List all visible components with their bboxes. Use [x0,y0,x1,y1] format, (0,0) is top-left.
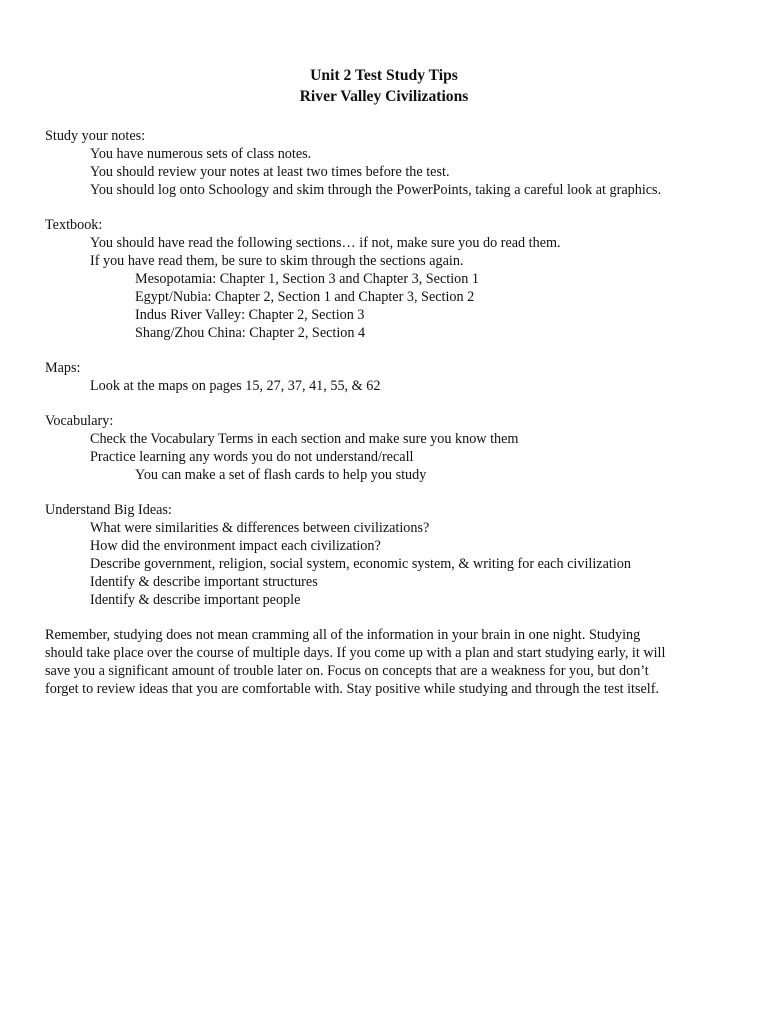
closing-line: Remember, studying does not mean cramming all of the information in your brain in one night. Studying [45,627,641,643]
textbook-heading: Textbook: [45,217,103,233]
big-ideas-item: How did the environment impact each civilization? [90,538,381,554]
closing-line: forget to review ideas that you are comfortable with. Stay positive while studying and through the test itself. [45,681,659,697]
maps-item: Look at the maps on pages 15, 27, 37, 41, 55, & 62 [90,378,381,394]
notes-item: You have numerous sets of class notes. [90,146,312,162]
vocabulary-item: Practice learning any words you do not understand/recall [90,449,414,465]
textbook-subitem: Shang/Zhou China: Chapter 2, Section 4 [135,325,366,341]
notes-item: You should review your notes at least two times before the test. [90,164,450,180]
textbook-item: You should have read the following sections… if not, make sure you do read them. [90,235,561,251]
big-ideas-item: Identify & describe important structures [90,574,318,590]
textbook-item: If you have read them, be sure to skim through the sections again. [90,253,464,269]
textbook-subitem: Mesopotamia: Chapter 1, Section 3 and Chapter 3, Section 1 [135,271,479,287]
notes-item: You should log onto Schoology and skim through the PowerPoints, taking a careful look at graphics. [90,182,662,198]
vocabulary-heading: Vocabulary: [45,413,114,429]
textbook-subitem: Egypt/Nubia: Chapter 2, Section 1 and Chapter 3, Section 2 [135,289,475,305]
document-subtitle: River Valley Civilizations [299,88,469,105]
document-title: Unit 2 Test Study Tips [310,67,458,84]
big-ideas-item: What were similarities & differences between civilizations? [90,520,430,536]
closing-line: save you a significant amount of trouble later on. Focus on concepts that are a weakness for you, but don’t [45,663,649,679]
maps-heading: Maps: [45,360,81,376]
big-ideas-heading: Understand Big Ideas: [45,502,172,518]
vocabulary-subitem: You can make a set of flash cards to help you study [135,467,427,483]
closing-line: should take place over the course of multiple days. If you come up with a plan and start studying early, it will [45,645,666,661]
notes-heading: Study your notes: [45,128,146,144]
vocabulary-item: Check the Vocabulary Terms in each section and make sure you know them [90,431,519,447]
closing-paragraph [45,626,717,698]
big-ideas-item: Describe government, religion, social system, economic system, & writing for each civilization [90,556,631,572]
textbook-subitem: Indus River Valley: Chapter 2, Section 3 [135,307,365,323]
big-ideas-item: Identify & describe important people [90,592,301,608]
